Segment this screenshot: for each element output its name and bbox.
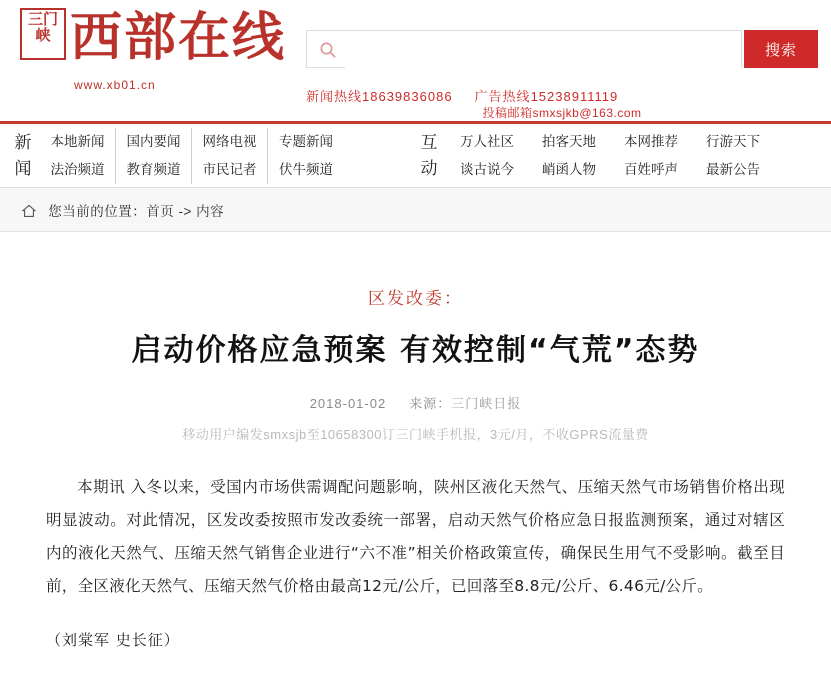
search-area [306,30,818,70]
breadcrumb-prefix: 您当前的位置： [48,204,147,219]
article-date: 2018-01-02 [309,396,387,411]
nav-row [40,156,344,184]
site-logo[interactable] [14,6,287,116]
news-hotline-label: 新闻热线 [306,89,363,104]
article-source-label: 来源： [409,396,452,411]
breadcrumb-item-content: 内容 [196,204,225,219]
nav-tag-interaction-line-1: 互 [420,133,438,153]
article-paragraph: 本期讯 入冬以来，受国内市场供需调配问题影响，陕州区液化天然气、压缩天然气市场销售价格出现明显波动。对此情况，区发改委按照市发改委统一部署，启动天然气价格应急日报监测预案，通过对辖区内的液化天然气、压缩天然气销售企业进行“六不准”相关价格政策宣传，确保民生用气不受影响。截至目前，全区液化天然气、压缩天然气价格由最高12元/公斤，已回落至8.8元/公斤、6.46元/公斤。 [46,478,785,595]
breadcrumb-inner [22,200,224,221]
article-signature: （刘棠军 史长征） [46,631,180,649]
nav-tag-news-line-2: 闻 [14,159,32,179]
nav-item-people[interactable]: 峭函人物 [542,162,596,177]
hotline-bar [306,86,818,105]
logo-title: 西部在线 [70,7,287,68]
site-header [0,0,831,124]
search-input[interactable] [345,31,741,69]
mail-line [306,104,818,121]
search-button[interactable]: 搜索 [744,30,818,68]
nav-item-special-news[interactable]: 专题新闻 [279,134,333,149]
main-nav [0,124,831,188]
logo-url: www.xb01.cn [74,78,156,92]
nav-tag-interaction-line-2: 动 [420,159,438,179]
nav-item-public-voice[interactable]: 百姓呼声 [624,162,678,177]
search-input-wrap[interactable] [306,30,742,68]
nav-rows-interaction [446,128,774,184]
nav-item-law-channel[interactable]: 法治频道 [40,156,116,184]
article-subnote: 移动用户编发smxsjb至10658300订三门峡手机报，3元/月，不收GPRS流量费 [182,427,649,442]
home-icon [22,204,36,221]
logo-seal-icon [20,8,66,60]
nav-tag-news [10,130,36,182]
breadcrumb-item-home[interactable]: 首页 [146,204,175,219]
ad-hotline-number: 15238911119 [530,89,619,104]
nav-item-citizen-reporter[interactable]: 市民记者 [192,156,268,184]
nav-item-education-channel[interactable]: 教育频道 [116,156,192,184]
ad-hotline-label: 广告热线 [474,89,531,104]
article-kicker: 区发改委： [368,289,463,309]
breadcrumb-separator: -> [174,204,197,219]
nav-tag-news-line-1: 新 [14,133,32,153]
nav-item-local-news[interactable]: 本地新闻 [40,128,116,156]
nav-tag-interaction [416,130,442,182]
nav-row [446,156,774,184]
mail-label: 投稿邮箱 [482,106,533,120]
nav-row [446,128,774,156]
breadcrumb [0,188,831,232]
logo-seal-line-1: 三门 [27,10,58,28]
nav-item-photo-world[interactable]: 拍客天地 [542,134,596,149]
nav-row [40,128,344,156]
logo-seal-line-2: 峡 [35,26,51,44]
nav-item-funiu-channel[interactable]: 伏牛频道 [279,162,333,177]
search-icon [319,41,337,59]
nav-item-domestic-news[interactable]: 国内要闻 [116,128,192,156]
nav-item-site-picks[interactable]: 本网推荐 [624,134,678,149]
article [0,284,831,650]
nav-item-announcements[interactable]: 最新公告 [706,162,760,177]
news-hotline-number: 18639836086 [362,89,453,104]
article-body [46,471,785,603]
nav-item-web-tv[interactable]: 网络电视 [192,128,268,156]
nav-item-history-talk[interactable]: 谈古说今 [460,162,514,177]
nav-item-community[interactable]: 万人社区 [460,134,514,149]
nav-item-travel[interactable]: 行游天下 [706,134,760,149]
mail-value: smxsjkb@163.com [532,106,642,120]
page-title: 启动价格应急预案 有效控制“气荒”态势 [131,333,700,368]
article-meta [46,393,785,412]
nav-rows-news [40,128,344,184]
article-source-value: 三门峡日报 [451,396,522,411]
